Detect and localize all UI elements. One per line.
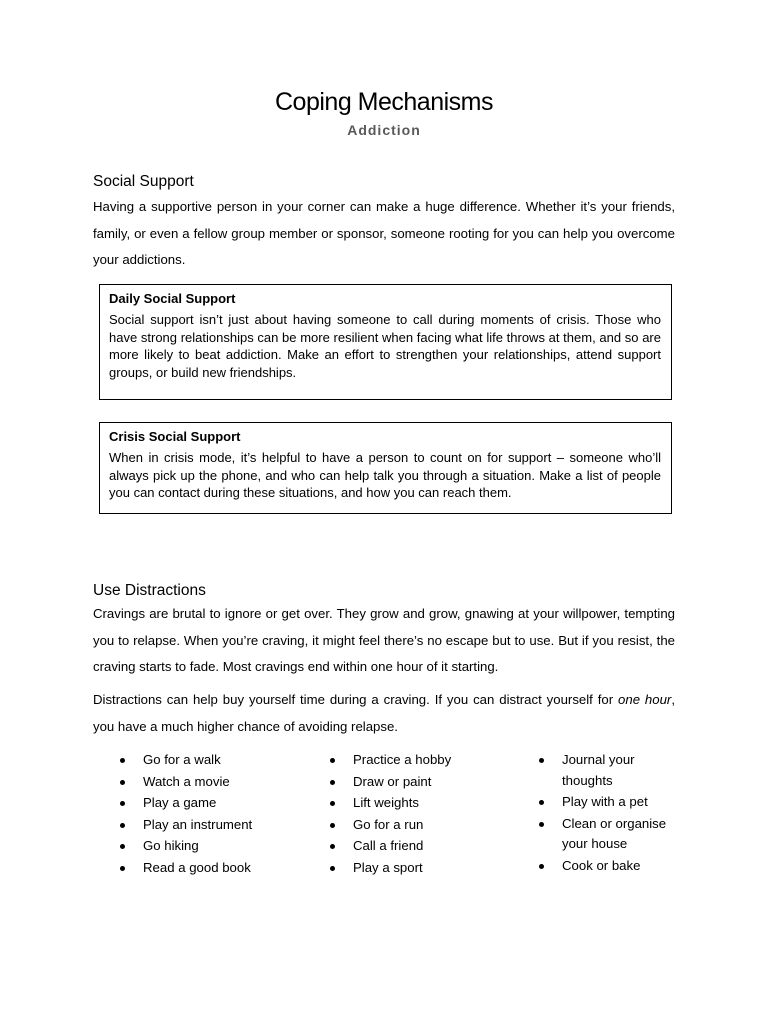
list-item: Go hiking (120, 836, 290, 857)
crisis-social-support-title: Crisis Social Support (109, 429, 241, 444)
social-support-heading: Social Support (93, 173, 194, 190)
distractions-paragraph-2-emphasis: one hour (618, 692, 672, 707)
distraction-list-column-2 (330, 750, 500, 879)
list-item: Go for a walk (120, 750, 290, 771)
use-distractions-heading: Use Distractions (93, 582, 206, 599)
list-item: Lift weights (330, 793, 500, 814)
bullet-icon (330, 780, 335, 785)
bullet-icon (539, 800, 544, 805)
list-item: Watch a movie (120, 772, 290, 793)
bullet-icon (120, 780, 125, 785)
crisis-social-support-text: When in crisis mode, it’s helpful to have a person to count on for support – someone who’ll always pick up the phone, and who can help talk you through a situation. Make a list of people you can contact during these situations, and how you can reach them. (109, 450, 661, 500)
list-item: Call a friend (330, 836, 500, 857)
crisis-social-support-box (99, 422, 672, 514)
page-title: Coping Mechanisms (275, 88, 493, 116)
daily-social-support-text: Social support isn’t just about having someone to call during moments of crisis. Those who have strong relationships can be more resilient when facing what life throws at them, and so are more likely to beat addiction. Make an effort to strengthen your relationships, attend support groups, or build new friendships. (109, 312, 661, 380)
list-item: Journal your thoughts (539, 750, 689, 791)
distractions-paragraph-2-end: , you have a much higher chance of avoiding relapse. (93, 692, 676, 734)
list-item: Play a sport (330, 858, 500, 879)
distraction-list-column-1 (120, 750, 290, 879)
bullet-icon (539, 822, 544, 827)
list-item: Play with a pet (539, 792, 689, 813)
distractions-paragraph-1: Cravings are brutal to ignore or get over. They grow and grow, gnawing at your willpower, tempting you to relapse. When you’re craving, it might feel there’s no escape but to use. But if you resist, the craving starts to fade. Most cravings end within one hour of it starting. (93, 606, 675, 674)
list-item: Play a game (120, 793, 290, 814)
list-item: Practice a hobby (330, 750, 500, 771)
list-item: Clean or organise your house (539, 814, 689, 855)
list-item: Play an instrument (120, 815, 290, 836)
bullet-icon (120, 823, 125, 828)
bullet-icon (330, 758, 335, 763)
page-subtitle: Addiction (347, 122, 421, 138)
bullet-icon (330, 866, 335, 871)
distractions-paragraph-2 (93, 687, 675, 740)
bullet-icon (120, 758, 125, 763)
list-item: Read a good book (120, 858, 290, 879)
distractions-paragraph-2-start: Distractions can help buy yourself time during a craving. If you can distract yourself for (93, 692, 619, 707)
list-item: Cook or bake (539, 856, 689, 877)
bullet-icon (539, 864, 544, 869)
social-support-intro: Having a supportive person in your corner can make a huge difference. Whether it’s your friends, family, or even a fellow group member or sponsor, someone rooting for you can help you overcome your addictions. (93, 199, 675, 267)
list-item: Draw or paint (330, 772, 500, 793)
list-item: Go for a run (330, 815, 500, 836)
distraction-list-column-3 (539, 750, 689, 877)
daily-social-support-title: Daily Social Support (109, 291, 236, 306)
daily-social-support-box (99, 284, 672, 400)
bullet-icon (120, 801, 125, 806)
bullet-icon (330, 823, 335, 828)
bullet-icon (330, 801, 335, 806)
bullet-icon (120, 844, 125, 849)
bullet-icon (120, 866, 125, 871)
bullet-icon (330, 844, 335, 849)
bullet-icon (539, 758, 544, 763)
